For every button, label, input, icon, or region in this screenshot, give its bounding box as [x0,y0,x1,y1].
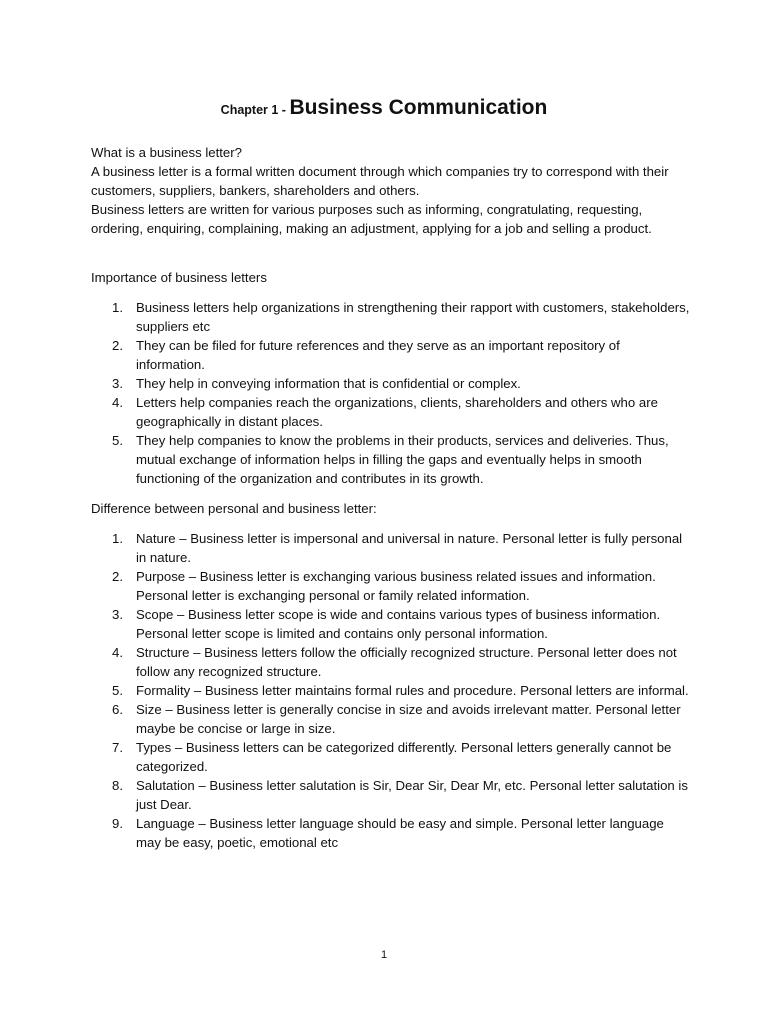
list-item-number: 9. [112,816,123,831]
list-item-text: Structure – Business letters follow the officially recognized structure. Personal letter does not follow any recognized structure. [136,645,677,679]
list-item-number: 3. [112,376,123,391]
list-item-text: Language – Business letter language should be easy and simple. Personal letter language may be easy, poetic, emotional etc [136,816,664,850]
chapter-title-prefix: Chapter 1 - [220,103,290,117]
list-item-text: They help in conveying information that is confidential or complex. [136,376,521,391]
list-item [91,814,691,852]
list-item-number: 4. [112,395,123,410]
difference-list [91,529,691,852]
list-item-number: 3. [112,607,123,622]
list-item-text: Formality – Business letter maintains formal rules and procedure. Personal letters are informal. [136,683,689,698]
list-item [91,336,691,374]
importance-list [91,298,691,488]
list-item-text: They help companies to know the problems in their products, services and deliveries. Thus, mutual exchange of information helps in filling the gaps and eventually helps in smooth functioning of the organization and contributes in its growth. [136,433,669,486]
importance-heading: Importance of business letters [91,270,267,285]
list-item-text: Scope – Business letter scope is wide and contains various types of business information. Personal letter scope is limited and contains only personal information. [136,607,661,641]
list-item [91,431,691,488]
page-number: 1 [380,949,388,961]
list-item-number: 2. [112,569,123,584]
intro-paragraph-1: A business letter is a formal written document through which companies try to correspond with their customers, suppliers, bankers, shareholders and others. [91,164,669,198]
list-item [91,681,691,700]
list-item [91,700,691,738]
list-item [91,643,691,681]
list-item-text: Types – Business letters can be categorized differently. Personal letters generally cannot be categorized. [136,740,672,774]
list-item-text: Salutation – Business letter salutation is Sir, Dear Sir, Dear Mr, etc. Personal letter salutation is just Dear. [136,778,688,812]
list-item [91,776,691,814]
list-item-number: 6. [112,702,123,717]
list-item-number: 8. [112,778,123,793]
list-item-text: Size – Business letter is generally concise in size and avoids irrelevant matter. Personal letter maybe be concise or large in size. [136,702,681,736]
list-item-number: 5. [112,683,123,698]
intro-paragraph-2: Business letters are written for various purposes such as informing, congratulating, requesting, ordering, enquiring, complaining, making an adjustment, applying for a job and selling a product. [91,202,652,236]
list-item [91,567,691,605]
list-item-number: 1. [112,531,123,546]
list-item [91,529,691,567]
chapter-title-main: Business Communication [289,96,548,119]
list-item-text: They can be filed for future references and they serve as an important repository of information. [136,338,620,372]
list-item-number: 4. [112,645,123,660]
list-item [91,393,691,431]
list-item [91,374,691,393]
list-item-text: Letters help companies reach the organizations, clients, shareholders and others who are geographically in distant places. [136,395,658,429]
list-item-number: 7. [112,740,123,755]
list-item [91,298,691,336]
list-item-number: 2. [112,338,123,353]
document-body [91,143,691,852]
list-item [91,605,691,643]
list-item-number: 1. [112,300,123,315]
list-item-text: Nature – Business letter is impersonal and universal in nature. Personal letter is fully personal in nature. [136,531,683,565]
list-item-text: Business letters help organizations in strengthening their rapport with customers, stakeholders, suppliers etc [136,300,690,334]
list-item [91,738,691,776]
list-item-number: 5. [112,433,123,448]
list-item-text: Purpose – Business letter is exchanging various business related issues and information. Personal letter is exchanging personal or family related information. [136,569,656,603]
difference-heading: Difference between personal and business letter: [91,501,377,516]
intro-question: What is a business letter? [91,145,242,160]
chapter-title [0,96,768,120]
